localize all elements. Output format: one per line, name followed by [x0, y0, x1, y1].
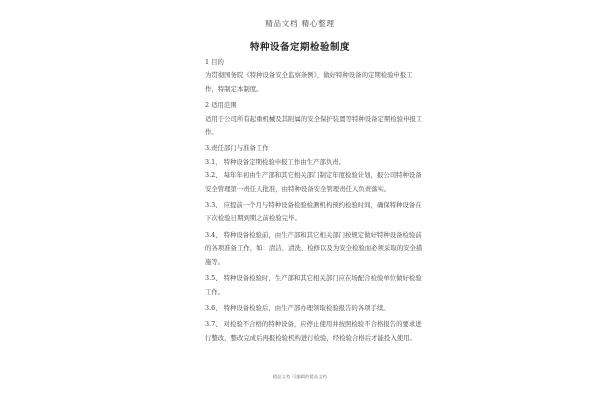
paragraph-3-3: 3.3、 应提前一个月与特种设备检验检测机构预约检验时间，确保特种设备在下次检验日期到期之前检验完毕。	[205, 201, 422, 223]
paragraph-3-1: 3.1、 特种设备定期检验申报工作由生产部负责。	[205, 157, 346, 166]
section-heading-purpose: 1 目的	[205, 58, 224, 66]
paragraph-3-5: 3.5、 特种设备检验时，生产部和其它相关部门应在场配合检验单位做好检验工作。	[205, 274, 422, 296]
footer-note: 精品文档 可编辑的精品文档	[272, 374, 328, 379]
paragraph-3-4: 3.4、 特种设备检验前，由生产部和其它相关部门按规定做好特种设备检验前的各项准备工作，如：清洁、清洗、检修以及为安全检验而必须采取的安全措施等。	[205, 230, 423, 266]
paragraph-3-6: 3.6、 特种设备检验后，由生产部办理领取检验报告的各项手续。	[205, 303, 390, 312]
document-body	[205, 56, 423, 345]
section-heading-scope: 2 适用范围	[205, 101, 237, 110]
section-heading-responsibility: 3.责任部门与准备工作	[205, 144, 269, 153]
header-note: 精品文档 精心整理	[265, 19, 335, 28]
paragraph-purpose: 为贯彻国务院《特种设备安全监察条例》，做好特种设备的定期检验申报工作，特制定本制度。	[205, 71, 413, 93]
paragraph-3-2: 3.2、 每年年初由生产部和其它相关部门制定年度检验计划，报公司特种设备安全管理第一责任人批准，由特种设备安全管理责任人负责落实。	[205, 171, 422, 193]
paragraph-3-7: 3.7、 对检验不合格的特种设备，应停止使用并按照检验不合格报告的要求进行整改，整改完成后再报检验机构进行检验，经检验合格后才能投入使用。	[205, 320, 422, 342]
paragraph-scope: 适用于公司所有起重机械及其附属的安全保护装置等特种设备定期检验申报工作。	[205, 114, 423, 137]
document-title: 特种设备定期检验制度	[249, 42, 350, 53]
